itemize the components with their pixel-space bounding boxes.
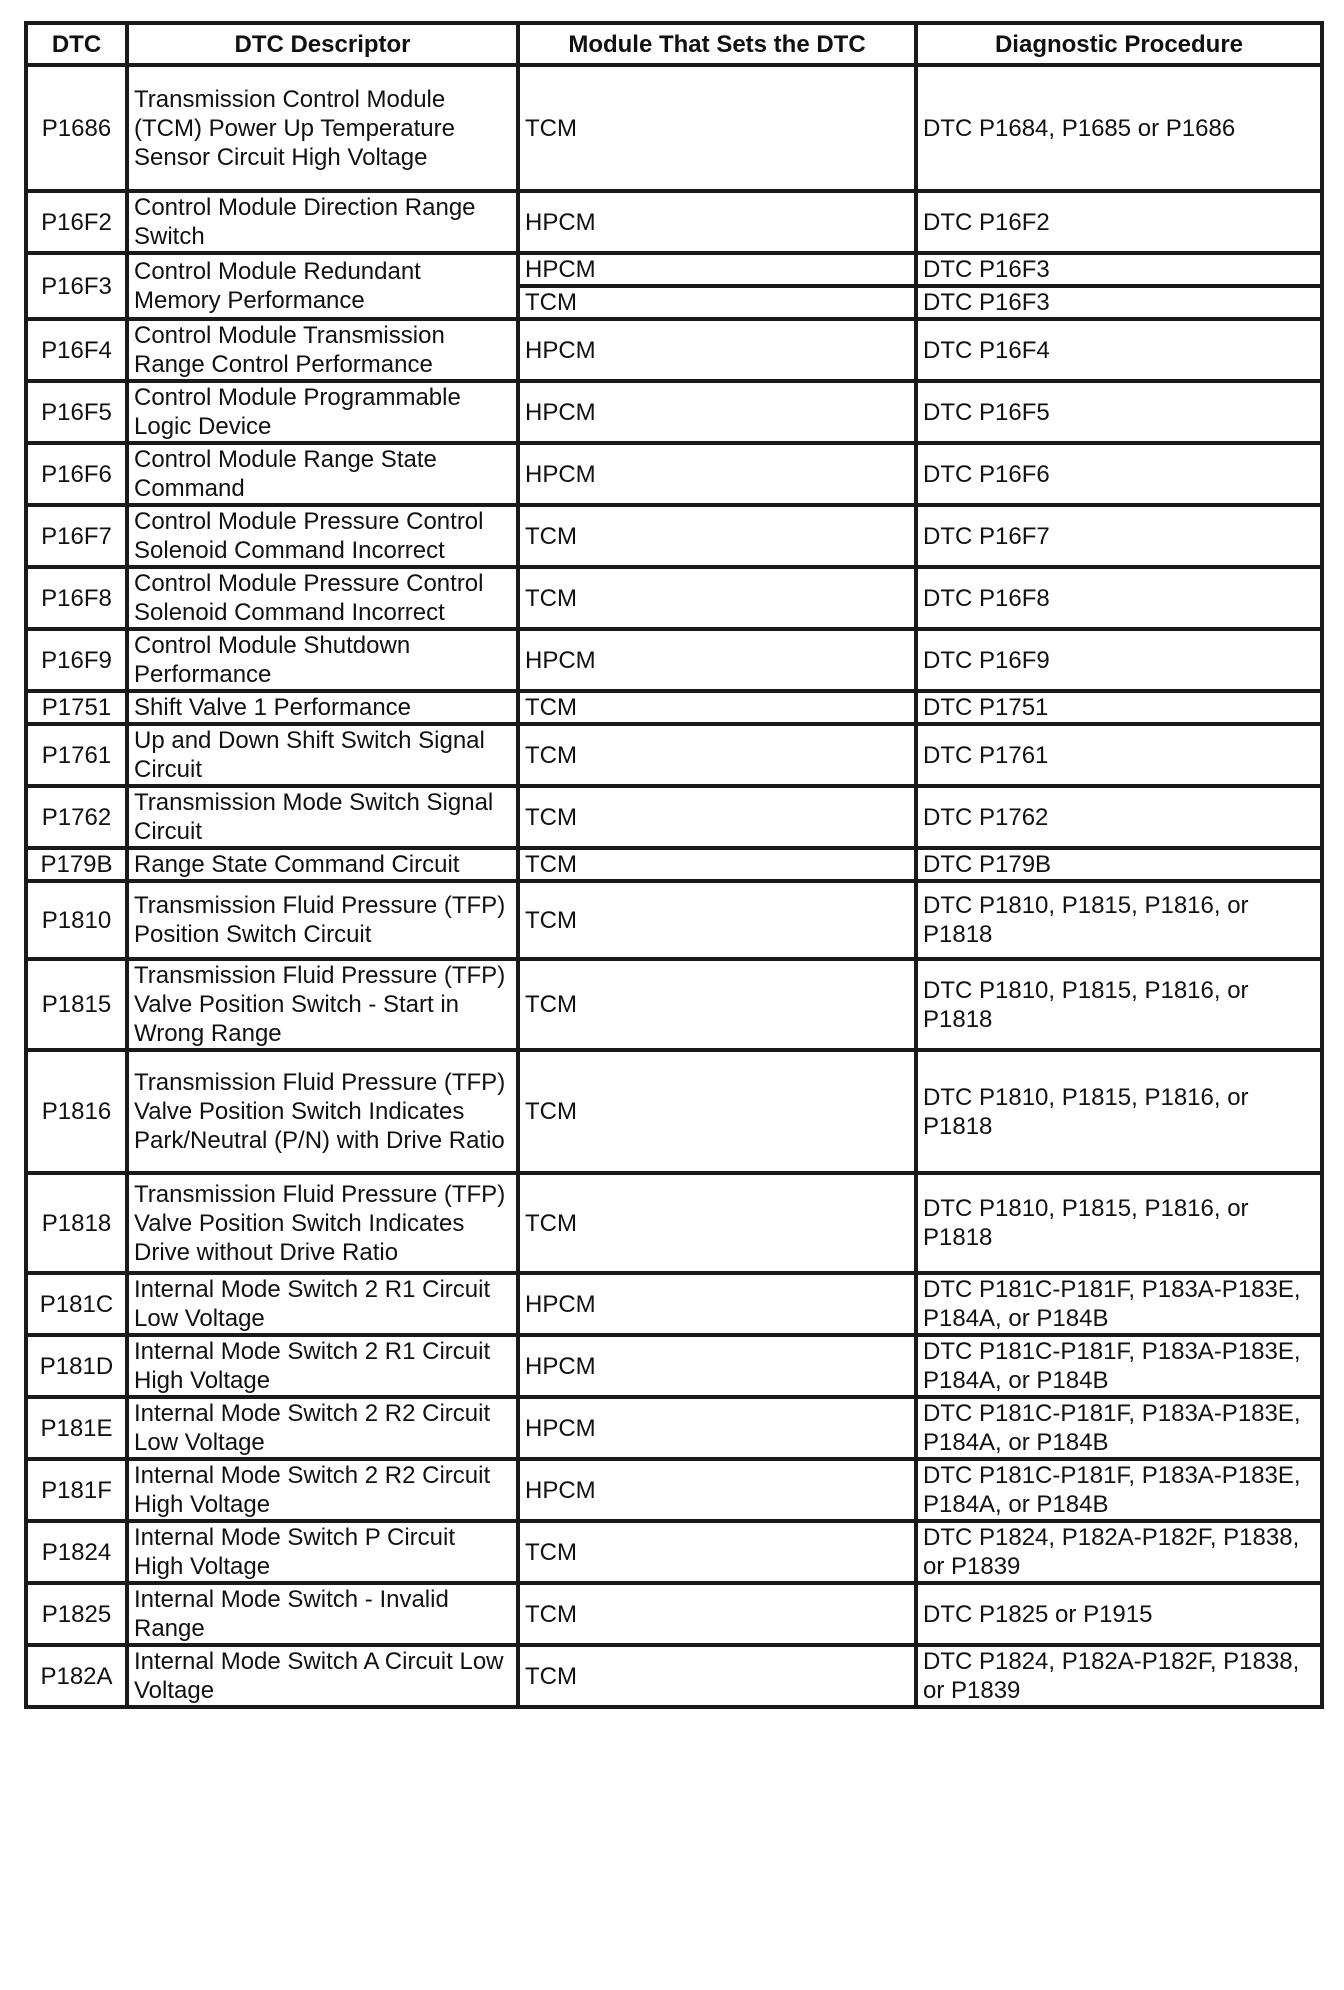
diagnostic-procedure-cell: DTC P181C-P181F, P183A-P183E, P184A, or P184B xyxy=(916,1397,1322,1459)
dtc-descriptor-cell: Transmission Mode Switch Signal Circuit xyxy=(127,786,518,848)
dtc-descriptor-cell: Control Module Programmable Logic Device xyxy=(127,381,518,443)
dtc-descriptor-cell: Shift Valve 1 Performance xyxy=(127,691,518,724)
dtc-descriptor-cell: Internal Mode Switch - Invalid Range xyxy=(127,1583,518,1645)
diagnostic-procedure-cell: DTC P1810, P1815, P1816, or P1818 xyxy=(916,959,1322,1050)
table-row xyxy=(26,724,1322,786)
dtc-code-cell: P16F9 xyxy=(26,629,127,691)
module-cell: TCM xyxy=(518,1645,916,1707)
diagnostic-procedure-cell: DTC P16F9 xyxy=(916,629,1322,691)
dtc-code-cell: P1818 xyxy=(26,1173,127,1273)
dtc-code-cell: P181D xyxy=(26,1335,127,1397)
header-descriptor: DTC Descriptor xyxy=(127,23,518,65)
dtc-code-cell: P1761 xyxy=(26,724,127,786)
dtc-code-cell: P16F6 xyxy=(26,443,127,505)
module-cell: HPCM xyxy=(518,1273,916,1335)
module-cell: TCM xyxy=(518,286,916,319)
dtc-code-cell: P1816 xyxy=(26,1050,127,1173)
diagnostic-procedure-cell: DTC P16F2 xyxy=(916,191,1322,253)
dtc-descriptor-cell: Transmission Control Module (TCM) Power Up Temperature Sensor Circuit High Voltage xyxy=(127,65,518,191)
dtc-descriptor-cell: Control Module Transmission Range Control Performance xyxy=(127,319,518,381)
dtc-code-cell: P1815 xyxy=(26,959,127,1050)
table-row xyxy=(26,567,1322,629)
module-cell: HPCM xyxy=(518,629,916,691)
module-cell: TCM xyxy=(518,1521,916,1583)
table-row xyxy=(26,1521,1322,1583)
diagnostic-procedure-cell: DTC P179B xyxy=(916,848,1322,881)
diagnostic-procedure-cell: DTC P181C-P181F, P183A-P183E, P184A, or P184B xyxy=(916,1335,1322,1397)
table-row xyxy=(26,881,1322,959)
table-row xyxy=(26,1273,1322,1335)
dtc-code-cell: P1751 xyxy=(26,691,127,724)
dtc-code-cell: P16F2 xyxy=(26,191,127,253)
dtc-descriptor-cell: Internal Mode Switch 2 R2 Circuit High Voltage xyxy=(127,1459,518,1521)
table-row xyxy=(26,959,1322,1050)
module-cell: TCM xyxy=(518,691,916,724)
header-dtc: DTC xyxy=(26,23,127,65)
table-row xyxy=(26,253,1322,286)
module-cell: TCM xyxy=(518,959,916,1050)
dtc-code-cell: P16F3 xyxy=(26,253,127,319)
table-row xyxy=(26,848,1322,881)
diagnostic-procedure-cell: DTC P1824, P182A-P182F, P1838, or P1839 xyxy=(916,1521,1322,1583)
diagnostic-procedure-cell: DTC P181C-P181F, P183A-P183E, P184A, or P184B xyxy=(916,1273,1322,1335)
table-body xyxy=(26,65,1322,1707)
module-cell: HPCM xyxy=(518,443,916,505)
header-procedure: Diagnostic Procedure xyxy=(916,23,1322,65)
table-row xyxy=(26,1050,1322,1173)
diagnostic-procedure-cell: DTC P1762 xyxy=(916,786,1322,848)
module-cell: HPCM xyxy=(518,1335,916,1397)
table-row xyxy=(26,691,1322,724)
table-row xyxy=(26,1173,1322,1273)
dtc-code-cell: P1824 xyxy=(26,1521,127,1583)
module-cell: TCM xyxy=(518,1173,916,1273)
table-row xyxy=(26,1645,1322,1707)
table-row xyxy=(26,319,1322,381)
module-cell: TCM xyxy=(518,881,916,959)
diagnostic-procedure-cell: DTC P16F6 xyxy=(916,443,1322,505)
table-row xyxy=(26,65,1322,191)
header-module: Module That Sets the DTC xyxy=(518,23,916,65)
dtc-descriptor-cell: Internal Mode Switch A Circuit Low Voltage xyxy=(127,1645,518,1707)
dtc-descriptor-cell: Control Module Direction Range Switch xyxy=(127,191,518,253)
dtc-code-cell: P181E xyxy=(26,1397,127,1459)
table-row xyxy=(26,629,1322,691)
diagnostic-procedure-cell: DTC P16F7 xyxy=(916,505,1322,567)
table-row xyxy=(26,786,1322,848)
dtc-code-cell: P182A xyxy=(26,1645,127,1707)
diagnostic-procedure-cell: DTC P16F3 xyxy=(916,253,1322,286)
dtc-descriptor-cell: Internal Mode Switch 2 R1 Circuit High Voltage xyxy=(127,1335,518,1397)
dtc-descriptor-cell: Internal Mode Switch 2 R1 Circuit Low Voltage xyxy=(127,1273,518,1335)
dtc-table-container xyxy=(24,21,1320,1709)
dtc-descriptor-cell: Control Module Pressure Control Solenoid Command Incorrect xyxy=(127,505,518,567)
table-row xyxy=(26,443,1322,505)
diagnostic-procedure-cell: DTC P16F3 xyxy=(916,286,1322,319)
diagnostic-procedure-cell: DTC P1751 xyxy=(916,691,1322,724)
dtc-descriptor-cell: Transmission Fluid Pressure (TFP) Position Switch Circuit xyxy=(127,881,518,959)
dtc-code-cell: P16F4 xyxy=(26,319,127,381)
header-row xyxy=(26,23,1322,65)
module-cell: HPCM xyxy=(518,381,916,443)
diagnostic-procedure-cell: DTC P1761 xyxy=(916,724,1322,786)
module-cell: TCM xyxy=(518,505,916,567)
dtc-descriptor-cell: Control Module Pressure Control Solenoid Command Incorrect xyxy=(127,567,518,629)
dtc-code-cell: P16F8 xyxy=(26,567,127,629)
dtc-code-cell: P16F7 xyxy=(26,505,127,567)
table-row xyxy=(26,505,1322,567)
dtc-descriptor-cell: Transmission Fluid Pressure (TFP) Valve Position Switch Indicates Park/Neutral (P/N) with Drive Ratio xyxy=(127,1050,518,1173)
dtc-descriptor-cell: Transmission Fluid Pressure (TFP) Valve Position Switch - Start in Wrong Range xyxy=(127,959,518,1050)
module-cell: HPCM xyxy=(518,253,916,286)
dtc-code-cell: P1810 xyxy=(26,881,127,959)
table-header xyxy=(26,23,1322,65)
diagnostic-procedure-cell: DTC P1824, P182A-P182F, P1838, or P1839 xyxy=(916,1645,1322,1707)
dtc-code-cell: P181C xyxy=(26,1273,127,1335)
module-cell: TCM xyxy=(518,724,916,786)
diagnostic-procedure-cell: DTC P1810, P1815, P1816, or P1818 xyxy=(916,1050,1322,1173)
dtc-table xyxy=(24,21,1324,1709)
dtc-descriptor-cell: Control Module Range State Command xyxy=(127,443,518,505)
dtc-code-cell: P1825 xyxy=(26,1583,127,1645)
module-cell: TCM xyxy=(518,848,916,881)
module-cell: TCM xyxy=(518,65,916,191)
dtc-descriptor-cell: Control Module Shutdown Performance xyxy=(127,629,518,691)
table-row xyxy=(26,1397,1322,1459)
dtc-code-cell: P1686 xyxy=(26,65,127,191)
dtc-code-cell: P179B xyxy=(26,848,127,881)
module-cell: TCM xyxy=(518,786,916,848)
diagnostic-procedure-cell: DTC P1810, P1815, P1816, or P1818 xyxy=(916,881,1322,959)
table-row xyxy=(26,1583,1322,1645)
dtc-code-cell: P181F xyxy=(26,1459,127,1521)
diagnostic-procedure-cell: DTC P1684, P1685 or P1686 xyxy=(916,65,1322,191)
diagnostic-procedure-cell: DTC P16F8 xyxy=(916,567,1322,629)
dtc-descriptor-cell: Range State Command Circuit xyxy=(127,848,518,881)
diagnostic-procedure-cell: DTC P1810, P1815, P1816, or P1818 xyxy=(916,1173,1322,1273)
dtc-descriptor-cell: Internal Mode Switch 2 R2 Circuit Low Voltage xyxy=(127,1397,518,1459)
diagnostic-procedure-cell: DTC P1825 or P1915 xyxy=(916,1583,1322,1645)
dtc-code-cell: P1762 xyxy=(26,786,127,848)
table-row xyxy=(26,191,1322,253)
diagnostic-procedure-cell: DTC P16F5 xyxy=(916,381,1322,443)
diagnostic-procedure-cell: DTC P181C-P181F, P183A-P183E, P184A, or P184B xyxy=(916,1459,1322,1521)
module-cell: HPCM xyxy=(518,319,916,381)
table-row xyxy=(26,1459,1322,1521)
module-cell: HPCM xyxy=(518,1397,916,1459)
module-cell: TCM xyxy=(518,567,916,629)
dtc-descriptor-cell: Control Module Redundant Memory Performance xyxy=(127,253,518,319)
module-cell: TCM xyxy=(518,1050,916,1173)
dtc-descriptor-cell: Transmission Fluid Pressure (TFP) Valve Position Switch Indicates Drive without Drive Ratio xyxy=(127,1173,518,1273)
table-row xyxy=(26,381,1322,443)
module-cell: HPCM xyxy=(518,191,916,253)
module-cell: HPCM xyxy=(518,1459,916,1521)
dtc-code-cell: P16F5 xyxy=(26,381,127,443)
module-cell: TCM xyxy=(518,1583,916,1645)
dtc-descriptor-cell: Internal Mode Switch P Circuit High Voltage xyxy=(127,1521,518,1583)
table-row xyxy=(26,1335,1322,1397)
dtc-descriptor-cell: Up and Down Shift Switch Signal Circuit xyxy=(127,724,518,786)
diagnostic-procedure-cell: DTC P16F4 xyxy=(916,319,1322,381)
